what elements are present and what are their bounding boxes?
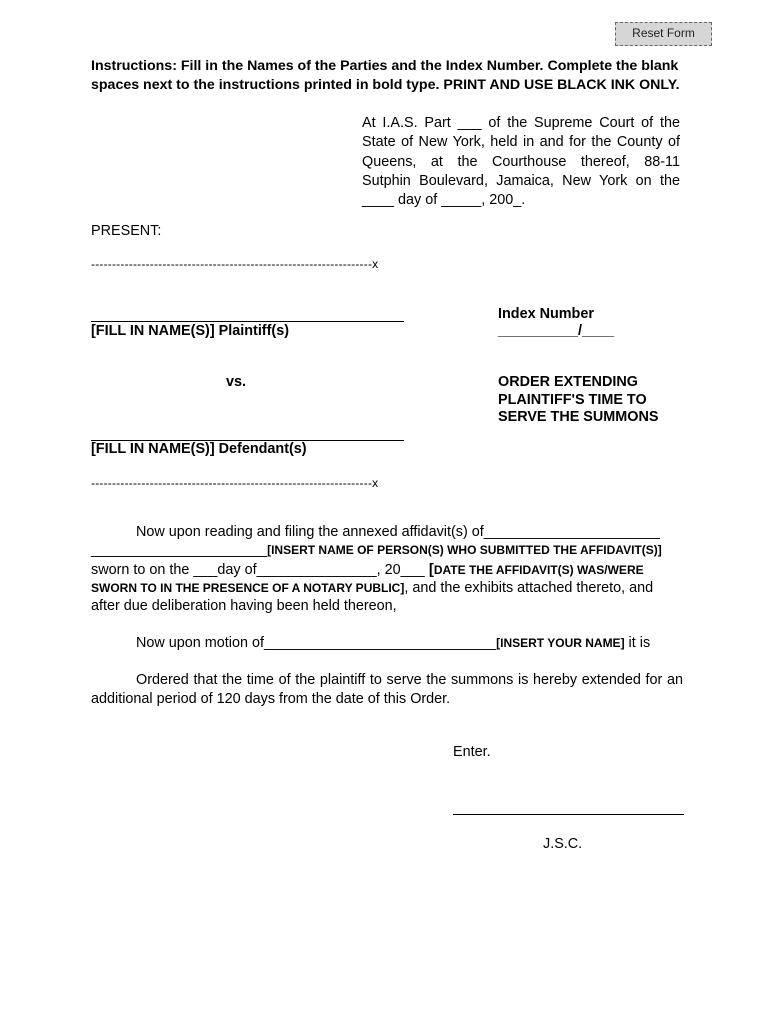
caption-divider-top: -------------------------------------------------------------------x (91, 257, 379, 271)
affiant-name-field-continued[interactable]: ______________________ (91, 542, 268, 558)
caption-divider-bottom: -------------------------------------------------------------------x (91, 476, 379, 490)
sworn-date-instruction: DATE THE AFFIDAVIT(S) WAS/WERE (433, 563, 644, 577)
order-title: ORDER EXTENDING PLAINTIFF'S TIME TO SERVE THE SUMMONS (498, 374, 659, 425)
affidavit-paragraph-line-2 (91, 542, 662, 558)
versus-label: vs. (226, 374, 247, 390)
index-number-field[interactable]: __________/____ (498, 323, 615, 339)
movant-name-field[interactable]: _____________________________ (264, 635, 497, 651)
instructions: Instructions: Fill in the Names of the Parties and the Index Number. Complete the blank spaces next to the instructions printed in bold type. PRINT AND USE BLACK INK ONLY. (91, 58, 680, 93)
affidavit-intro: Now upon reading and filing the annexed affidavit(s) of (136, 524, 484, 540)
defendant-label: [FILL IN NAME(S)] Defendant(s) (91, 441, 307, 457)
affidavit-paragraph-line-3 (91, 561, 644, 578)
motion-end: it is (624, 635, 651, 651)
notary-instruction: SWORN TO IN THE PRESENCE OF A NOTARY PUBLIC] (91, 581, 405, 595)
judge-signature-line (453, 814, 684, 815)
bracket-open: [ (428, 561, 434, 578)
motion-intro: Now upon motion of (136, 635, 264, 651)
movant-name-instruction: [INSERT YOUR NAME] (496, 636, 625, 650)
jsc-label: J.S.C. (543, 836, 583, 852)
order-paragraph: Ordered that the time of the plaintiff to serve the summons is hereby extended for an additional period of 120 days from the date of this Order. (91, 672, 683, 707)
motion-paragraph (136, 635, 650, 651)
affiant-name-instruction: [INSERT NAME OF PERSON(S) WHO SUBMITTED THE AFFIDAVIT(S)] (267, 543, 662, 557)
plaintiff-label: [FILL IN NAME(S)] Plaintiff(s) (91, 323, 289, 339)
affiant-name-field[interactable]: ______________________ (483, 524, 660, 540)
index-number-label: Index Number (498, 306, 594, 322)
enter-label: Enter. (453, 744, 491, 760)
affidavit-paragraph-line-4 (91, 580, 653, 596)
present-label: PRESENT: (91, 223, 162, 239)
exhibits-text: , and the exhibits attached thereto, and (404, 580, 654, 596)
court-caption: At I.A.S. Part ___ of the Supreme Court of the State of New York, held in and for the County of Queens, at the Courthouse thereof, 88-11 Sutphin Boulevard, Jamaica, New York on the ____ day of _____, 200_. (362, 115, 680, 209)
affidavit-paragraph-line-1 (136, 524, 660, 540)
deliberation-text: after due deliberation having been held thereon, (91, 598, 397, 614)
plaintiff-name-line[interactable] (91, 321, 404, 322)
sworn-date-text: sworn to on the ___day of_______________, 20___ (91, 562, 425, 578)
reset-form-button[interactable]: Reset Form (615, 22, 712, 46)
